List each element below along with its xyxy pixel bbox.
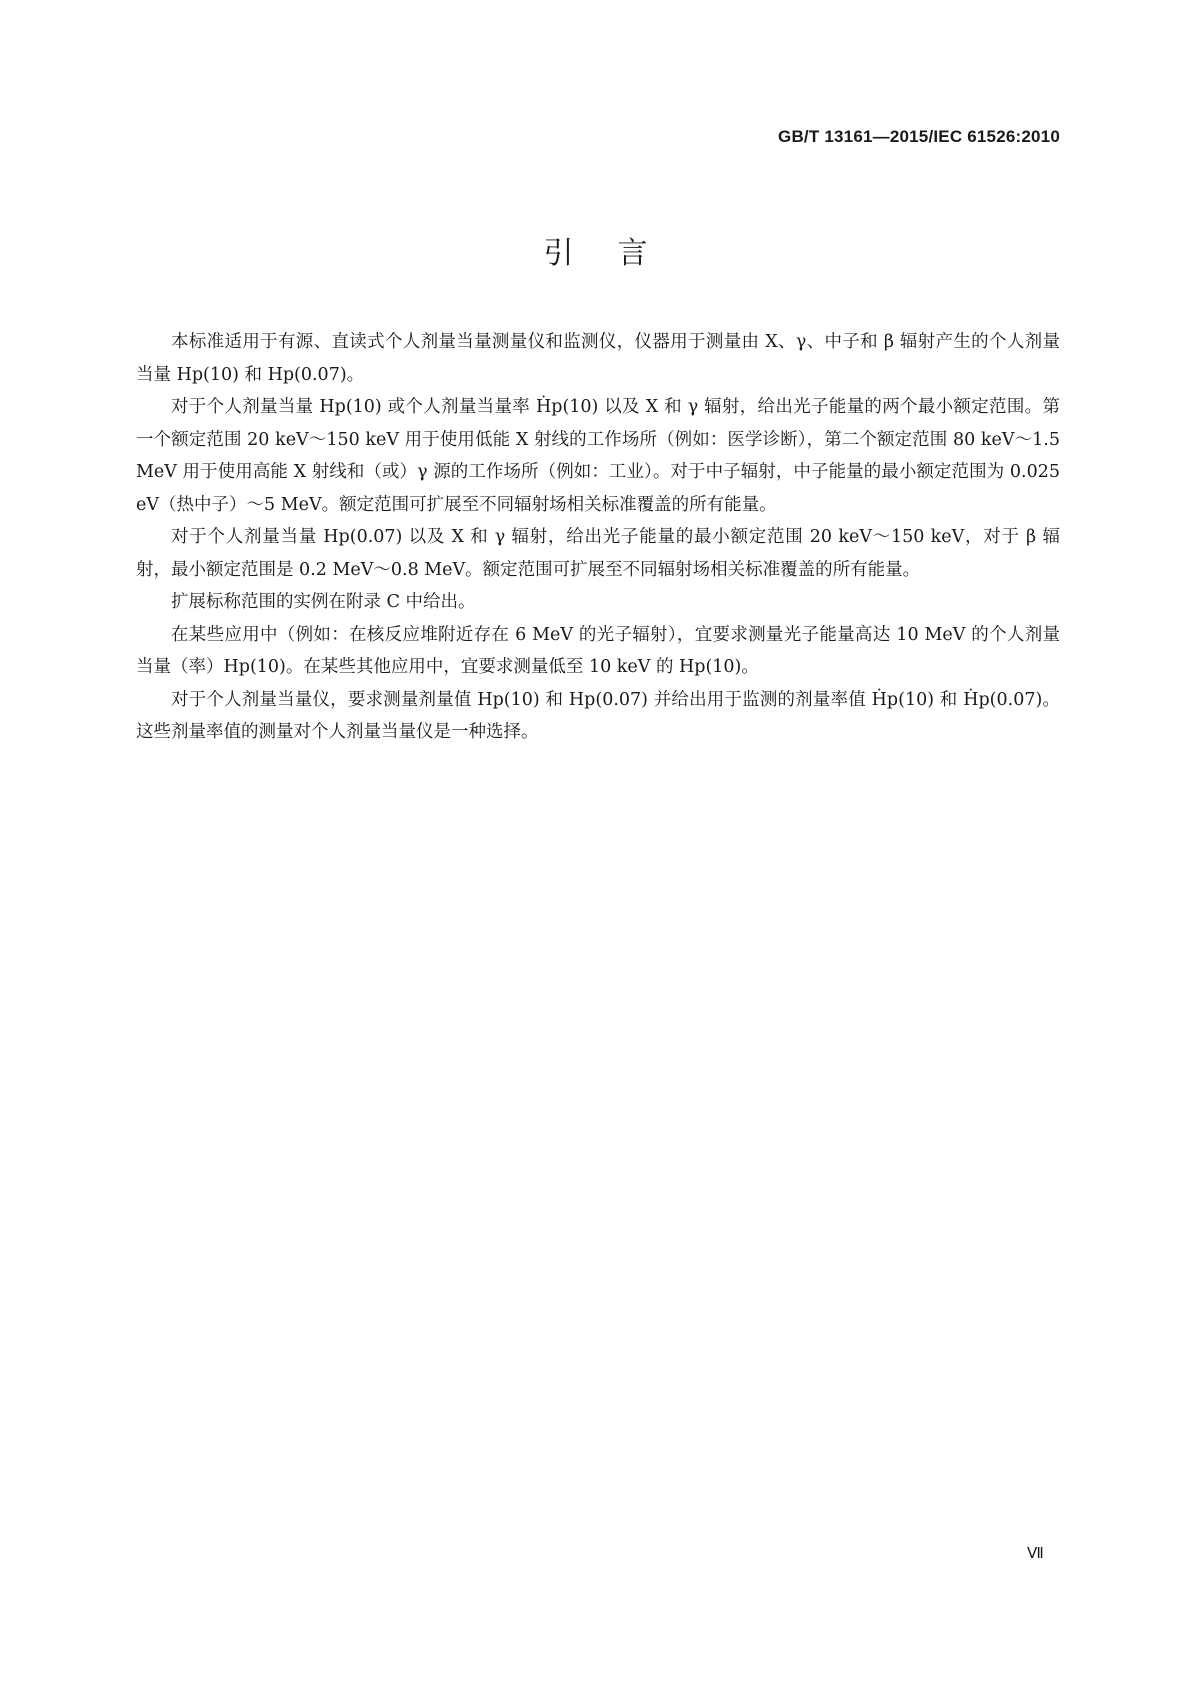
paragraph-scope: 本标准适用于有源、直读式个人剂量当量测量仪和监测仪，仪器用于测量由 X、γ、中子和 β 辐射产生的个人剂量当量 Hp(10) 和 Hp(0.07)。 [136,332,1060,385]
page-title: 引言 [543,236,692,271]
standard-number-header: GB/T 13161—2015/IEC 61526:2010 [778,127,1060,146]
paragraph-annex-c: 扩展标称范围的实例在附录 C 中给出。 [171,592,476,612]
paragraph-special-applications: 在某些应用中（例如：在核反应堆附近存在 6 MeV 的光子辐射），宜要求测量光子能量高达 10 MeV 的个人剂量当量（率）Hp(10)。在某些其他应用中，宜要求测量低至 10 keV 的 Hp(10)。 [136,624,1060,677]
paragraph-dose-rate-option: 对于个人剂量当量仪，要求测量剂量值 Hp(10) 和 Hp(0.07) 并给出用于监测的剂量率值 Ḣp(10) 和 Ḣp(0.07)。这些剂量率值的测量对个人剂量当量仪是一种选择。 [136,689,1060,742]
introduction-body [136,326,1060,749]
paragraph-hp007-energy-ranges: 对于个人剂量当量 Hp(0.07) 以及 X 和 γ 辐射，给出光子能量的最小额定范围 20 keV～150 keV，对于 β 辐射，最小额定范围是 0.2 MeV～0.8 MeV。额定范围可扩展至不同辐射场相关标准覆盖的所有能量。 [136,527,1060,580]
paragraph-hp10-energy-ranges: 对于个人剂量当量 Hp(10) 或个人剂量当量率 Ḣp(10) 以及 X 和 γ 辐射，给出光子能量的两个最小额定范围。第一个额定范围 20 keV～150 keV 用于使用低能 X 射线的工作场所（例如：医学诊断），第二个额定范围 80 keV～1.5 MeV 用于使用高能 X 射线和（或）γ 源的工作场所（例如：工业）。对于中子辐射，中子能量的最小额定范围为 0.025 eV（热中子）～5 MeV。额定范围可扩展至不同辐射场相关标准覆盖的所有能量。 [136,397,1060,515]
page-number: Ⅶ [1027,1546,1044,1562]
